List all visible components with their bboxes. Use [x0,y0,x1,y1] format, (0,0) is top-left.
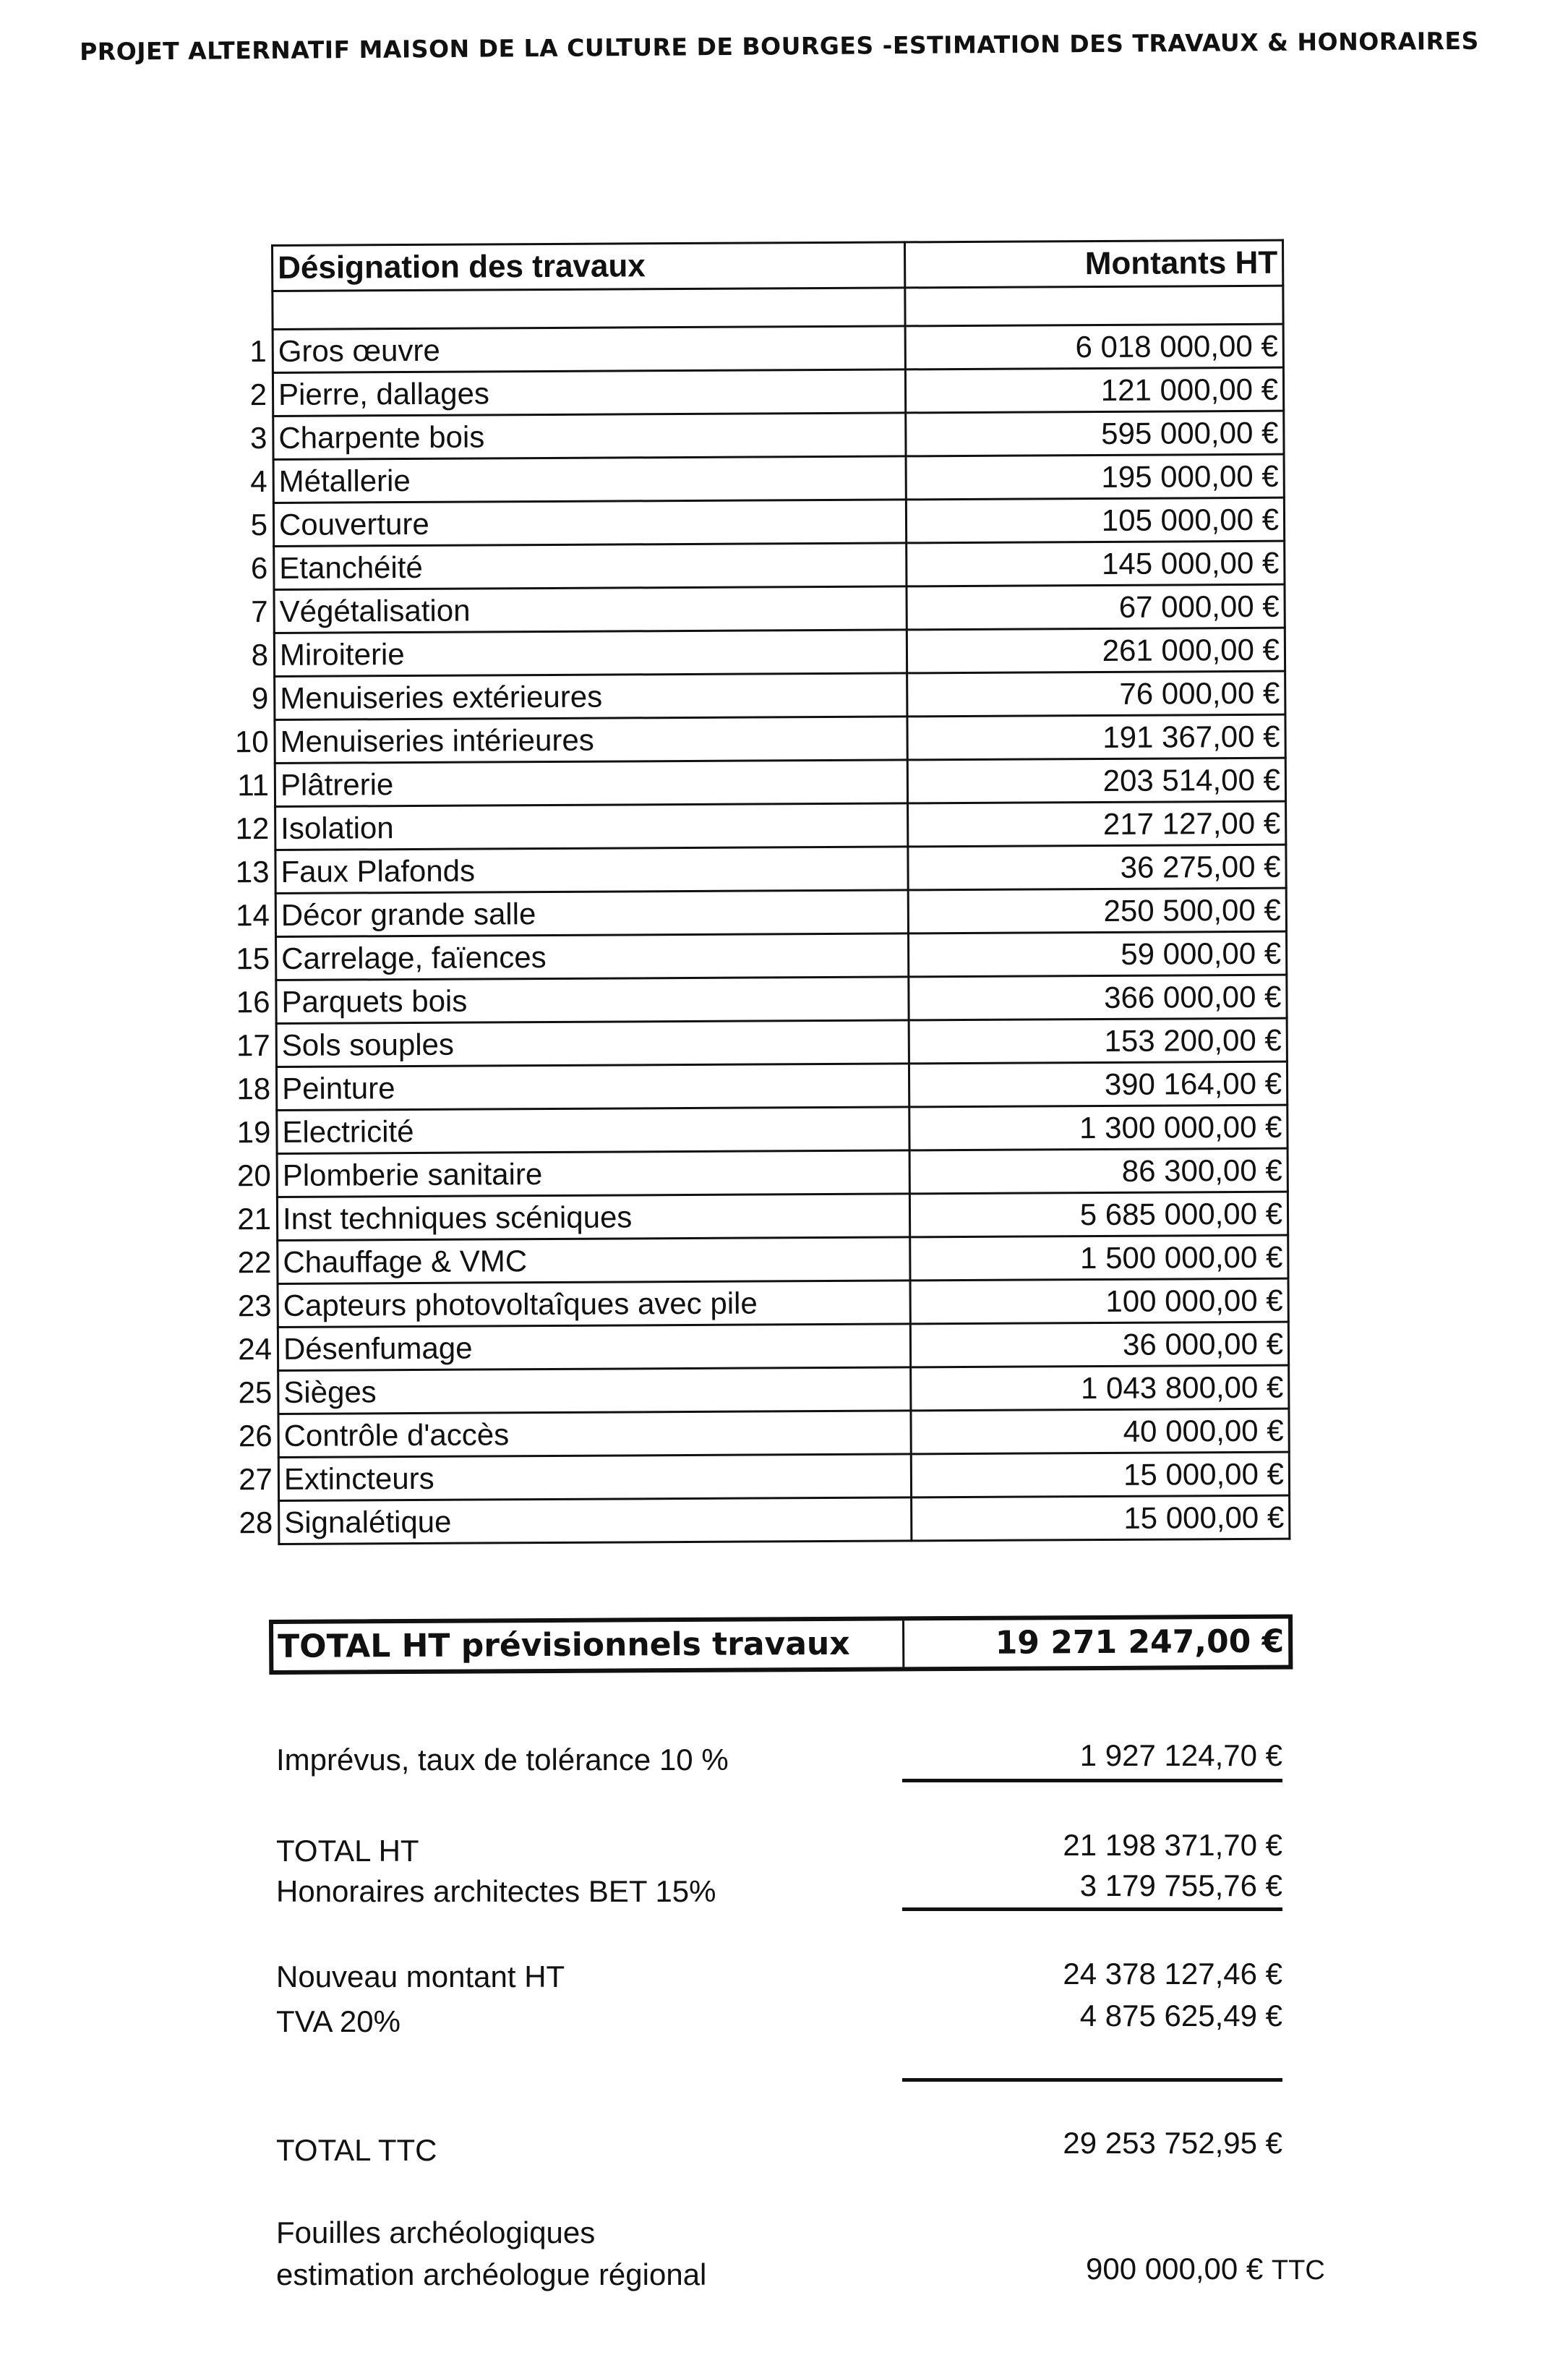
row-designation: Végétalisation [279,593,471,628]
row-amount: 5 685 000,00 € [909,1192,1288,1237]
row-number: 3 [249,421,267,456]
table-row [274,628,1285,676]
row-amount: 6 018 000,00 € [905,324,1283,369]
row-designation: Désenfumage [283,1330,473,1366]
page-title: PROJET ALTERNATIF MAISON DE LA CULTURE DE BOURGES -ESTIMATION DES TRAVAUX & HONORAIRES [80,26,1479,66]
row-number: 15 [236,941,270,976]
table-header-row [273,240,1283,291]
row-designation: Sols souples [281,1027,455,1062]
table-row [278,1322,1288,1370]
row-number: 2 [249,377,267,412]
row-amount: 261 000,00 € [907,628,1285,673]
table-row [275,845,1286,893]
row-designation: Peinture [281,1071,395,1106]
row-number: 21 [237,1202,272,1236]
row-amount: 390 164,00 € [909,1061,1287,1107]
row-designation: Extincteurs [283,1461,434,1496]
table-row [277,1148,1288,1197]
fouilles-label-line2: estimation archéologue régional [276,2257,707,2291]
row-number: 12 [235,811,270,846]
row-designation: Menuiseries extérieures [280,679,603,715]
row-amount: 153 200,00 € [909,1018,1287,1064]
row-designation: Inst techniques scéniques [282,1200,633,1236]
row-number: 28 [239,1505,273,1540]
table-row [273,454,1284,503]
row-designation-cell [249,369,905,416]
row-number: 11 [237,768,270,803]
row-amount: 67 000,00 € [907,584,1285,630]
row-number: 7 [251,594,268,629]
row-designation: Miroiterie [279,637,405,672]
row-amount: 1 043 800,00 € [911,1365,1289,1411]
row-amount: 76 000,00 € [907,671,1285,717]
total-works-value: 19 271 247,00 € [995,1623,1285,1662]
row-amount: 195 000,00 € [906,454,1284,500]
nouveau-montant-label: Nouveau montant HT [276,1960,565,1993]
row-designation: Métallerie [278,463,411,498]
divider-rule [902,1779,1282,1782]
row-designation: Chauffage & VMC [283,1244,528,1279]
row-amount: 40 000,00 € [911,1409,1289,1454]
row-designation: Faux Plafonds [280,853,476,889]
divider-rule [902,2078,1282,2082]
row-number: 10 [234,725,269,759]
imprevus-value: 1 927 124,70 € [1079,1738,1282,1772]
table-row [278,1278,1288,1327]
row-amount: 121 000,00 € [905,367,1283,413]
row-amount: 36 275,00 € [908,845,1286,890]
row-designation-cell [239,1497,912,1544]
row-designation-cell [251,630,907,677]
row-designation: Signalétique [284,1504,452,1539]
row-amount: 36 000,00 € [910,1322,1288,1367]
row-amount: 15 000,00 € [911,1452,1289,1497]
table-row [279,1495,1290,1544]
row-number: 19 [236,1115,271,1150]
total-ht-label: TOTAL HT [276,1834,419,1868]
row-designation-cell [236,890,908,937]
row-number: 27 [239,1462,273,1497]
table-row [277,1105,1288,1153]
table-row [276,975,1287,1023]
row-number: 25 [238,1375,273,1410]
blank-cell [273,288,905,330]
row-number: 8 [251,638,269,672]
row-number: 14 [236,898,270,933]
row-amount: 250 500,00 € [908,888,1286,933]
row-number: 13 [235,855,270,889]
row-designation-cell [237,1237,910,1284]
row-amount: 1 300 000,00 € [909,1105,1288,1150]
row-designation: Menuiseries intérieures [280,722,594,758]
row-number: 20 [236,1158,271,1193]
fouilles-value-group [1086,2252,1325,2286]
table-row [278,1409,1289,1457]
honoraires-label: Honoraires architectes BET 15% [276,1874,716,1908]
table-row [278,1365,1289,1414]
row-designation-cell [251,673,907,720]
row-number: 6 [250,551,268,586]
header-amount: Montants HT [904,240,1282,288]
imprevus-label: Imprévus, taux de tolérance 10 % [276,1743,729,1777]
fouilles-label-line1: Fouilles archéologiques [276,2215,596,2249]
fouilles-ttc-suffix: TTC [1271,2255,1325,2286]
table-row [276,931,1287,980]
row-designation: Couverture [278,506,429,542]
tva-label: TVA 20% [276,2004,400,2038]
table-row [273,411,1284,459]
table-body [234,286,1290,1544]
row-designation: Plomberie sanitaire [282,1157,543,1192]
row-number: 9 [251,681,269,716]
row-amount: 191 367,00 € [907,714,1285,760]
row-designation: Electricité [282,1114,414,1149]
total-ttc-value: 29 253 752,95 € [1063,2126,1282,2160]
nouveau-montant-value: 24 378 127,46 € [1063,1957,1282,1991]
table-row [275,714,1285,763]
row-amount: 15 000,00 € [912,1495,1290,1541]
row-amount: 217 127,00 € [908,801,1286,847]
table-row [274,541,1285,589]
table-row [273,367,1283,416]
row-designation-cell [238,1411,911,1458]
header-designation: Désignation des travaux [273,242,905,291]
table-row [277,1192,1288,1240]
row-designation-cell [239,1454,911,1501]
row-designation-cell [251,586,907,633]
row-amount: 203 514,00 € [907,758,1285,803]
row-designation: Capteurs photovoltaîques avec pile [283,1286,758,1322]
row-designation-cell [236,1107,909,1154]
row-number: 22 [237,1245,272,1280]
row-number: 18 [236,1072,271,1106]
row-designation: Décor grande salle [280,897,536,932]
row-designation: Sièges [283,1375,377,1409]
row-designation: Contrôle d'accès [283,1417,510,1453]
tva-value: 4 875 625,49 € [1079,1999,1282,2033]
table-row [274,584,1285,633]
row-amount: 105 000,00 € [906,497,1284,543]
table-row [273,497,1284,546]
total-works-label: TOTAL HT prévisionnels travaux [273,1620,904,1670]
row-number: 1 [249,334,267,369]
row-designation: Charpente bois [278,419,485,455]
table-row [276,1018,1287,1067]
row-designation-cell [238,1367,911,1414]
row-number: 5 [250,508,268,542]
table-row [273,324,1283,372]
table-row [275,758,1285,806]
divider-rule [902,1907,1282,1911]
row-designation-cell [249,413,906,460]
row-designation-cell [249,326,905,373]
blank-cell [905,286,1283,326]
row-designation: Parquets bois [281,983,468,1019]
row-designation: Gros œuvre [278,333,440,368]
row-designation: Etanchéité [279,550,423,585]
row-number: 16 [236,985,270,1020]
row-designation-cell [236,977,909,1024]
honoraires-value: 3 179 755,76 € [1079,1868,1282,1902]
row-designation: Isolation [280,811,394,845]
blank-row [273,286,1283,329]
table-row [278,1452,1289,1500]
fouilles-value: 900 000,00 € [1086,2252,1264,2286]
row-designation-cell [236,933,909,980]
row-designation: Carrelage, faïences [281,940,547,975]
table-row [275,888,1286,936]
row-amount: 59 000,00 € [909,931,1287,977]
total-ttc-label: TOTAL TTC [276,2133,437,2167]
total-works-box [269,1615,1293,1675]
row-number: 23 [237,1289,272,1323]
row-designation-cell [234,717,907,764]
row-designation-cell [235,803,908,850]
row-designation-cell [250,543,907,590]
row-designation-cell [236,1020,909,1067]
row-number: 4 [250,464,267,499]
row-number: 17 [236,1028,270,1063]
row-number: 24 [238,1332,273,1367]
row-designation-cell [236,1064,909,1111]
row-designation: Pierre, dallages [278,376,490,411]
row-designation-cell [250,500,906,547]
works-table [234,239,1290,1545]
row-designation: Plâtrerie [280,767,394,802]
table-row [275,801,1286,850]
row-amount: 1 500 000,00 € [910,1235,1288,1281]
total-ht-value: 21 198 371,70 € [1063,1828,1282,1862]
row-amount: 595 000,00 € [906,411,1284,456]
row-amount: 366 000,00 € [909,975,1287,1020]
row-number: 26 [238,1419,273,1453]
row-designation-cell [237,1281,910,1328]
row-designation-cell [235,847,908,894]
row-amount: 100 000,00 € [910,1278,1288,1324]
table-row [275,671,1285,719]
row-designation-cell [237,1194,909,1241]
table-row [276,1061,1287,1110]
row-designation-cell [250,456,906,503]
row-amount: 145 000,00 € [907,541,1285,586]
row-designation-cell [237,760,907,807]
table-row [278,1235,1288,1283]
row-amount: 86 300,00 € [909,1148,1288,1194]
row-designation-cell [236,1150,909,1197]
row-designation-cell [238,1324,910,1371]
